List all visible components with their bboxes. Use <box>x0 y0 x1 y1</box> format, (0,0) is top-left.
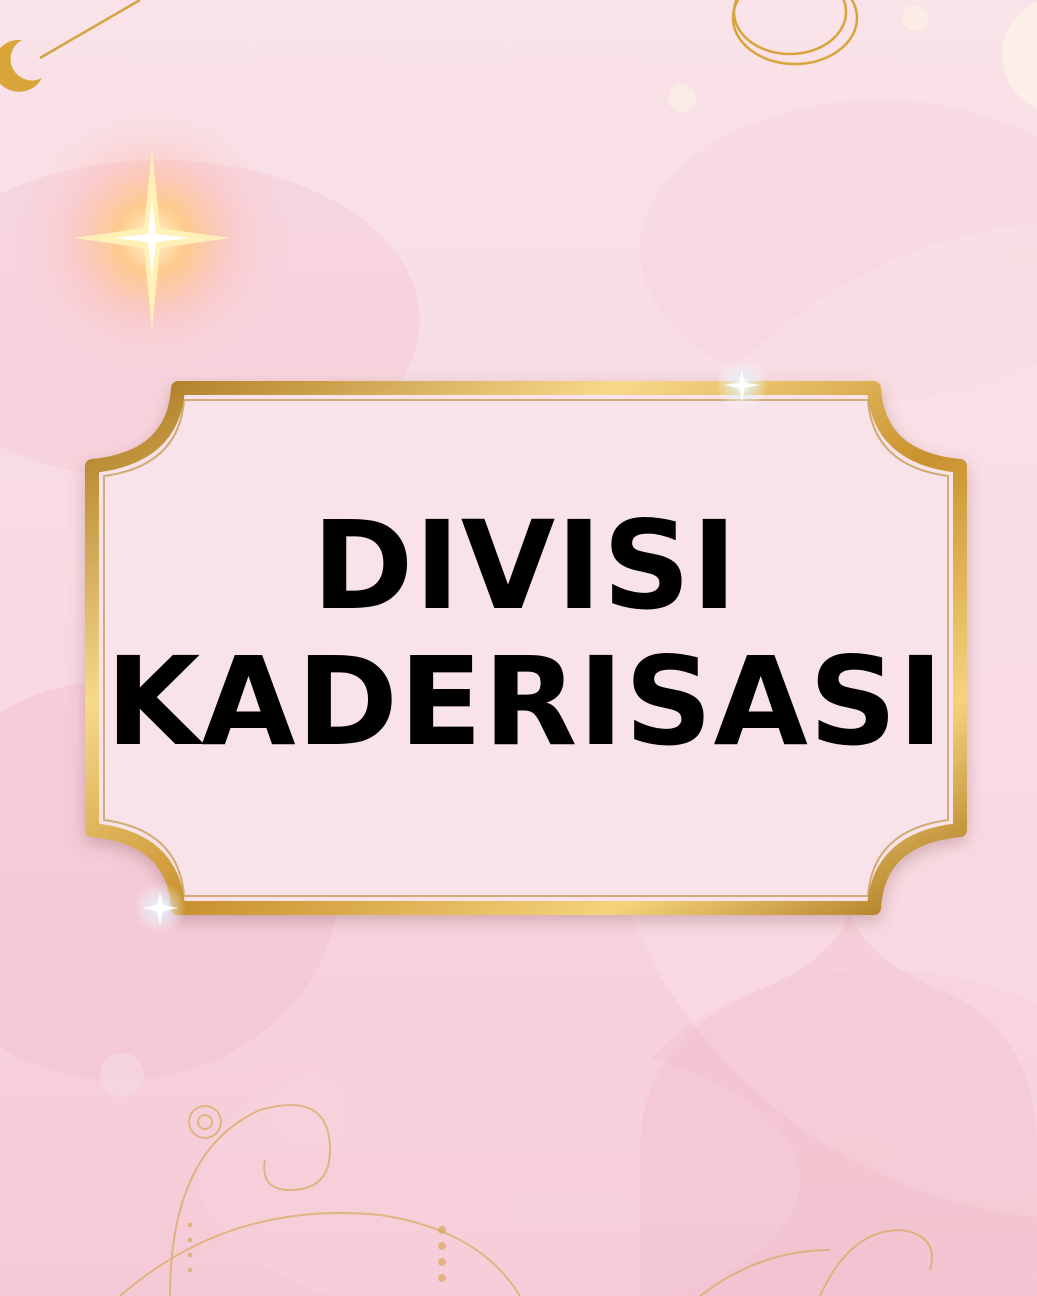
sparkle-star-icon <box>12 98 292 378</box>
title-line-1: DIVISI <box>312 495 738 637</box>
title-line-2: KADERISASI <box>105 631 945 773</box>
faint-dot <box>902 5 928 31</box>
faint-dot <box>272 1074 348 1150</box>
title-block <box>100 495 950 773</box>
faint-dot <box>100 1053 144 1097</box>
faint-dot <box>668 84 696 112</box>
